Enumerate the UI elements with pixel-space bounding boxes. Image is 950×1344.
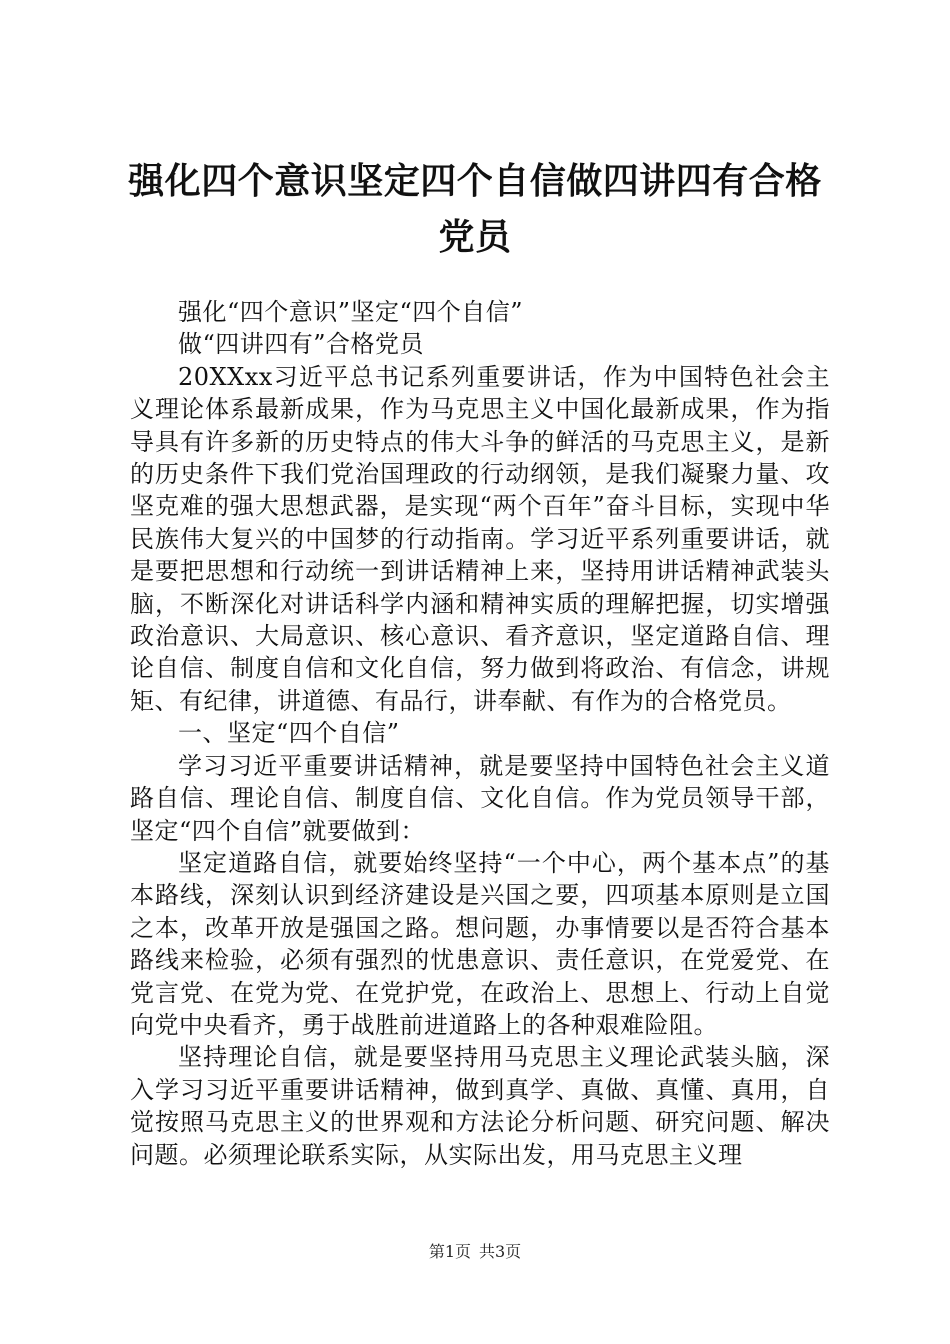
document-title: 强化四个意识坚定四个自信做四讲四有合格党员 [128, 160, 822, 258]
page-total: 共3页 [479, 1242, 522, 1261]
subtitle-line-1: 强化“四个意识”坚定“四个自信” [178, 298, 524, 326]
subtitle-line-2: 做“四讲四有”合格党员 [178, 330, 425, 359]
page-number: 第1页 [428, 1242, 471, 1261]
intro-paragraph: 20XXxx习近平总书记系列重要讲话，作为中国特色社会主义理论体系最新成果，作为马克思主义中国化最新成果，作为指导具有许多新的历史特点的伟大斗争的鲜活的马克思主义，是新的历史条件下我们党治国理政的行动纲领，是我们凝聚力量、攻坚克难的强大思想武器，是实现“两个百年”奋斗目标，实现中华民族伟大复兴的中国梦的行动指南。学习近平系列重要讲话，就是要把思想和行动统一到讲话精神上来，坚持用讲话精神武装头脑，不断深化对讲话科学内涵和精神实质的理解把握，切实增强政治意识、大局意识、核心意识、看齐意识，坚定道路自信、理论自信、制度自信和文化自信，努力做到将政治、有信念，讲规矩、有纪律，讲道德、有品行，讲奉献、有作为的合格党员。 [130, 362, 830, 715]
page-footer [0, 1240, 950, 1264]
theory-confidence-paragraph: 坚持理论自信，就是要坚持用马克思主义理论武装头脑，深入学习习近平重要讲话精神，做到真学、真做、真懂、真用，自觉按照马克思主义的世界观和方法论分析问题、研究问题、解决问题。必须理论联系实际，从实际出发，用马克思主义理 [130, 1043, 830, 1169]
road-confidence-paragraph: 坚定道路自信，就要始终坚持“一个中心，两个基本点”的基本路线，深刻认识到经济建设是兴国之要，四项基本原则是立国之本，改革开放是强国之路。想问题，办事情要以是否符合基本路线来检验，必须有强烈的忧患意识、责任意识，在党爱党、在党言党、在党为党、在党护党，在政治上、思想上、行动上自觉向党中央看齐，勇于战胜前进道路上的各种艰难险阻。 [130, 848, 830, 1039]
section-intro-paragraph: 学习习近平重要讲话精神，就是要坚持中国特色社会主义道路自信、理论自信、制度自信、文化自信。作为党员领导干部，坚定“四个自信”就要做到： [130, 751, 830, 845]
document-body [130, 296, 830, 1171]
section-heading: 一、坚定“四个自信” [178, 719, 400, 748]
